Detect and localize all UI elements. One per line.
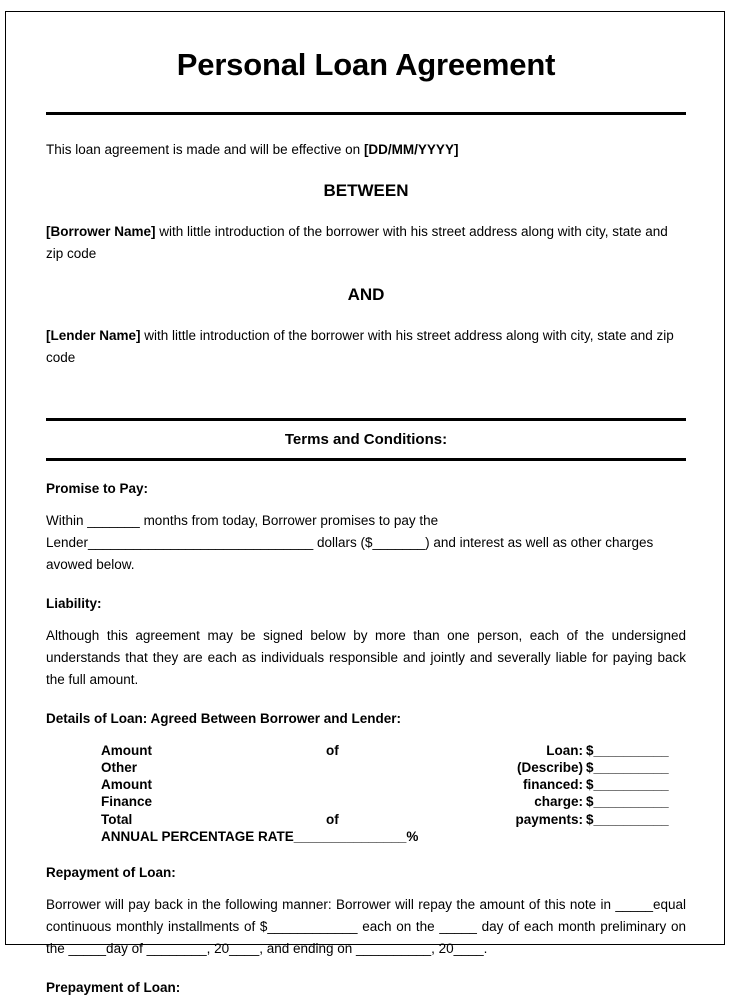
table-row [101, 811, 686, 828]
and-label: AND [347, 284, 385, 304]
loan-row-amount-field[interactable]: $__________ [586, 742, 669, 758]
heading-liability: Liability: [46, 595, 102, 611]
table-row [101, 759, 686, 776]
lender-paragraph [46, 325, 686, 369]
loan-row-label: Loan: [546, 742, 583, 758]
loan-row-label: payments: [515, 811, 583, 827]
repayment-of-loan-body: Borrower will pay back in the following manner: Borrower will repay the amount of this note in _____equal continuous monthly installments of $____________ each on the _____ day of each month preliminary on the _____day of ________, 20____, and ending on __________, 20____. [46, 897, 686, 956]
terms-and-conditions-title: Terms and Conditions: [284, 431, 448, 449]
promise-to-pay-body: Within _______ months from today, Borrower promises to pay the Lender______________________________ dollars ($_______) and interest as well as other charges avowed below. [46, 513, 654, 573]
effective-date-text: This loan agreement is made and will be effective on [46, 142, 364, 158]
borrower-description: with little introduction of the borrower with his street address along with city, state and zip code [46, 223, 668, 261]
between-label: BETWEEN [323, 180, 409, 200]
loan-row-mid: of [326, 742, 339, 758]
loan-row-left: Amount [101, 742, 152, 758]
title-divider-rule [46, 112, 686, 115]
effective-date-placeholder: [DD/MM/YYYY] [363, 142, 459, 158]
heading-prepayment-of-loan: Prepayment of Loan: [46, 979, 181, 995]
loan-row-left: Amount [101, 777, 152, 793]
loan-row-amount-field[interactable]: $__________ [586, 794, 669, 810]
annual-percentage-rate-field[interactable]: ANNUAL PERCENTAGE RATE_______________% [101, 828, 419, 844]
loan-row-amount-field[interactable]: $__________ [586, 777, 669, 793]
heading-promise-to-pay: Promise to Pay: [46, 481, 149, 497]
effective-date-line [46, 139, 686, 161]
loan-row-left: Other [101, 759, 138, 775]
loan-row-mid: of [326, 811, 339, 827]
liability-body: Although this agreement may be signed below by more than one person, each of the undersigned understands that they are each as individuals responsible and jointly and severally liable for paying back the full amount. [46, 627, 686, 687]
loan-row-left: Total [101, 811, 133, 827]
table-row [101, 742, 686, 759]
lender-name-placeholder: [Lender Name] [46, 327, 141, 343]
spacer-before-terms [46, 368, 686, 396]
loan-row-label: charge: [534, 794, 583, 810]
page-title: Personal Loan Agreement [176, 47, 556, 82]
borrower-name-placeholder: [Borrower Name] [46, 223, 156, 239]
loan-row-label: financed: [522, 777, 583, 793]
table-row [101, 776, 686, 793]
borrower-paragraph [46, 221, 686, 265]
loan-row-amount-field[interactable]: $__________ [586, 759, 669, 775]
document-page [5, 11, 725, 995]
loan-row-left: Finance [101, 794, 153, 810]
loan-row-amount-field[interactable]: $__________ [586, 811, 669, 827]
lender-description: with little introduction of the borrower with his street address along with city, state and zip code [46, 327, 674, 365]
loan-row-label: (Describe) [516, 759, 583, 775]
loan-details-table [101, 742, 686, 846]
heading-details-of-loan: Details of Loan: Agreed Between Borrower and Lender: [46, 710, 402, 726]
heading-repayment-of-loan: Repayment of Loan: [46, 865, 176, 881]
page-content-column [46, 12, 686, 995]
table-row [101, 793, 686, 810]
